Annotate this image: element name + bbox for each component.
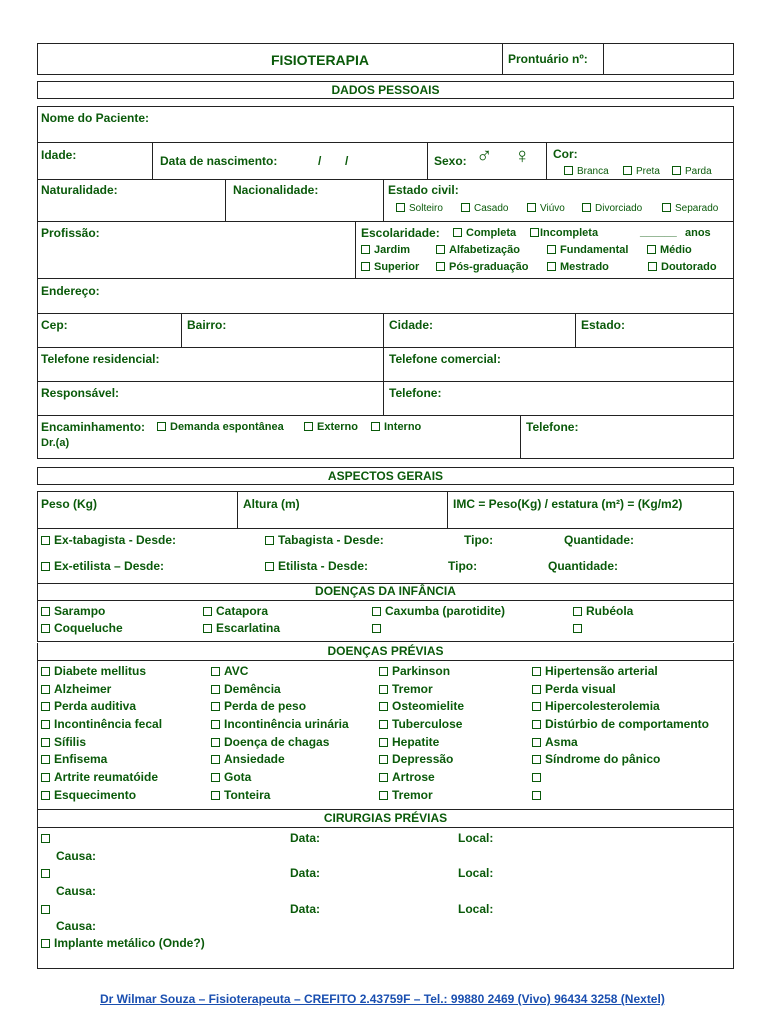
col-line bbox=[355, 221, 356, 278]
cor-option-branca[interactable]: Branca bbox=[564, 166, 609, 177]
imc-label: IMC = Peso(Kg) / estatura (m²) = (Kg/m2) bbox=[453, 497, 683, 511]
previas-option-label: Artrite reumatóide bbox=[54, 770, 159, 784]
previas-option-label: Ansiedade bbox=[224, 752, 285, 766]
checkbox-icon bbox=[623, 166, 632, 175]
previas-option[interactable] bbox=[379, 735, 439, 749]
checkbox-icon bbox=[532, 667, 541, 676]
previas-option-label: Perda visual bbox=[545, 682, 616, 696]
encaminhamento-label: Encaminhamento: bbox=[41, 420, 146, 434]
checkbox-icon bbox=[41, 755, 50, 764]
infancia-coqueluche[interactable]: Coqueluche bbox=[41, 621, 123, 635]
previas-option-label: Asma bbox=[545, 735, 578, 749]
previas-option[interactable] bbox=[379, 770, 435, 784]
previas-option-label: Incontinência urinária bbox=[224, 717, 349, 731]
cirurgia-3-causa: Causa: bbox=[56, 919, 97, 933]
cor-option-preta[interactable]: Preta bbox=[623, 166, 660, 177]
previas-option[interactable] bbox=[211, 682, 281, 696]
tel-comercial-label: Telefone comercial: bbox=[389, 352, 501, 366]
esc-option-incompleta[interactable]: Incompleta bbox=[530, 227, 598, 239]
row-line bbox=[37, 278, 734, 279]
row-line bbox=[37, 313, 734, 314]
checkbox-icon bbox=[41, 667, 50, 676]
infancia-blank-2[interactable] bbox=[573, 621, 586, 635]
previas-option[interactable] bbox=[41, 788, 136, 802]
checkbox-icon bbox=[372, 624, 381, 633]
checkbox-icon bbox=[211, 685, 220, 694]
checkbox-icon bbox=[211, 773, 220, 782]
previas-option[interactable] bbox=[379, 788, 433, 802]
previas-option[interactable] bbox=[379, 752, 453, 766]
previas-option-label: Diabete mellitus bbox=[54, 664, 147, 678]
row-line bbox=[37, 528, 734, 529]
checkbox-icon bbox=[211, 720, 220, 729]
checkbox-icon bbox=[211, 738, 220, 747]
checkbox-icon bbox=[41, 791, 50, 800]
previas-option[interactable] bbox=[379, 717, 462, 731]
cirurgia-1-causa: Causa: bbox=[56, 849, 97, 863]
previas-option[interactable] bbox=[532, 664, 658, 678]
previas-option-label: Sífilis bbox=[54, 735, 87, 749]
section-dados-pessoais: DADOS PESSOAIS bbox=[37, 81, 734, 99]
bairro-label: Bairro: bbox=[187, 318, 227, 332]
checkbox-icon bbox=[265, 562, 274, 571]
checkbox-icon bbox=[436, 262, 445, 271]
checkbox-icon bbox=[530, 228, 539, 237]
col-line bbox=[237, 491, 238, 528]
telefone2-label: Telefone: bbox=[526, 420, 579, 434]
checkbox-icon bbox=[532, 702, 541, 711]
cirurgia-2-checkbox[interactable] bbox=[41, 866, 54, 880]
esc-option-alfabetizacao[interactable]: Alfabetização bbox=[436, 244, 520, 256]
previas-option-label: Perda de peso bbox=[224, 699, 307, 713]
previas-option-label: Incontinência fecal bbox=[54, 717, 163, 731]
cor-option-parda[interactable]: Parda bbox=[672, 166, 712, 177]
checkbox-icon bbox=[662, 203, 671, 212]
previas-option[interactable] bbox=[532, 699, 660, 713]
prontuario-field[interactable] bbox=[604, 44, 733, 74]
checkbox-icon bbox=[361, 245, 370, 254]
nome-field[interactable] bbox=[160, 107, 732, 141]
checkbox-icon bbox=[41, 905, 50, 914]
date-slash-2: / bbox=[345, 154, 349, 168]
previas-option[interactable] bbox=[41, 717, 162, 731]
dados-table bbox=[37, 106, 734, 459]
previas-option[interactable] bbox=[532, 717, 709, 731]
checkbox-icon bbox=[379, 667, 388, 676]
previas-option-label: Alzheimer bbox=[54, 682, 112, 696]
checkbox-icon bbox=[532, 685, 541, 694]
row-line bbox=[37, 142, 734, 143]
checkbox-icon bbox=[211, 791, 220, 800]
esc-option-superior[interactable]: Superior bbox=[361, 261, 419, 273]
cor-label: Cor: bbox=[553, 147, 578, 161]
idade-label: Idade: bbox=[41, 148, 77, 162]
civil-option-casado[interactable]: Casado bbox=[461, 203, 508, 214]
previas-option-label: Tonteira bbox=[224, 788, 271, 802]
previas-option[interactable] bbox=[211, 752, 285, 766]
col-line bbox=[225, 179, 226, 221]
previas-option-label: Hepatite bbox=[392, 735, 440, 749]
previas-option-label: Artrose bbox=[392, 770, 435, 784]
checkbox-icon bbox=[41, 685, 50, 694]
altura-label: Altura (m) bbox=[243, 497, 300, 511]
peso-label: Peso (Kg) bbox=[41, 497, 98, 511]
cep-label: Cep: bbox=[41, 318, 68, 332]
checkbox-icon bbox=[203, 624, 212, 633]
implante-option[interactable]: Implante metálico (Onde?) bbox=[41, 936, 205, 950]
naturalidade-label: Naturalidade: bbox=[41, 183, 118, 197]
col-line bbox=[575, 313, 576, 347]
tipo-label-2: Tipo: bbox=[448, 559, 478, 573]
checkbox-icon bbox=[41, 702, 50, 711]
previas-option[interactable] bbox=[532, 735, 578, 749]
enc-option-externo[interactable]: Externo bbox=[304, 421, 358, 433]
checkbox-icon bbox=[573, 607, 582, 616]
col-line bbox=[181, 313, 182, 347]
previas-option-label: Síndrome do pânico bbox=[545, 752, 661, 766]
responsavel-label: Responsável: bbox=[41, 386, 120, 400]
checkbox-icon bbox=[379, 720, 388, 729]
esc-option-doutorado[interactable]: Doutorado bbox=[648, 261, 717, 273]
checkbox-icon bbox=[265, 536, 274, 545]
nacionalidade-label: Nacionalidade: bbox=[233, 183, 319, 197]
female-icon[interactable]: ♀ bbox=[514, 143, 531, 168]
row-line bbox=[37, 381, 734, 382]
nascimento-label: Data de nascimento: bbox=[160, 154, 278, 168]
date-slash-1: / bbox=[318, 154, 322, 168]
civil-option-viuvo[interactable]: Viúvo bbox=[527, 203, 565, 214]
checkbox-icon bbox=[379, 702, 388, 711]
previas-option[interactable] bbox=[211, 770, 251, 784]
section-doencas-infancia: DOENÇAS DA INFÂNCIA bbox=[37, 583, 734, 601]
esc-option-mestrado[interactable]: Mestrado bbox=[547, 261, 609, 273]
tipo-label-1: Tipo: bbox=[464, 533, 494, 547]
nome-label: Nome do Paciente: bbox=[41, 111, 150, 125]
section-aspectos-gerais: ASPECTOS GERAIS bbox=[37, 467, 734, 485]
checkbox-icon bbox=[371, 422, 380, 431]
dr-label: Dr.(a) bbox=[41, 437, 70, 449]
enc-option-demanda[interactable]: Demanda espontânea bbox=[157, 421, 284, 433]
checkbox-icon bbox=[41, 869, 50, 878]
checkbox-icon bbox=[582, 203, 591, 212]
quantidade-label-2: Quantidade: bbox=[548, 559, 619, 573]
previas-option-label: Gota bbox=[224, 770, 252, 784]
previas-option-label: Parkinson bbox=[392, 664, 451, 678]
checkbox-icon bbox=[379, 773, 388, 782]
previas-option[interactable] bbox=[379, 664, 450, 678]
checkbox-icon bbox=[461, 203, 470, 212]
previas-option-label: Tremor bbox=[392, 788, 433, 802]
quantidade-label-1: Quantidade: bbox=[564, 533, 635, 547]
previas-option[interactable] bbox=[532, 788, 545, 802]
previas-option[interactable] bbox=[211, 717, 349, 731]
row-line bbox=[37, 415, 734, 416]
checkbox-icon bbox=[564, 166, 573, 175]
checkbox-icon bbox=[41, 536, 50, 545]
cirurgia-3-checkbox[interactable] bbox=[41, 902, 54, 916]
previas-option-label: Perda auditiva bbox=[54, 699, 137, 713]
previas-option[interactable] bbox=[532, 770, 545, 784]
checkbox-icon bbox=[527, 203, 536, 212]
cirurgia-1-data: Data: bbox=[290, 831, 321, 845]
checkbox-icon bbox=[547, 245, 556, 254]
checkbox-icon bbox=[304, 422, 313, 431]
previas-option-label: Esquecimento bbox=[54, 788, 137, 802]
estado-label: Estado: bbox=[581, 318, 626, 332]
col-line bbox=[427, 142, 428, 179]
previas-option[interactable] bbox=[379, 699, 464, 713]
checkbox-icon bbox=[41, 834, 50, 843]
anos-label: anos bbox=[685, 227, 711, 239]
checkbox-icon bbox=[41, 720, 50, 729]
checkbox-icon bbox=[532, 720, 541, 729]
previas-option-label: Depressão bbox=[392, 752, 454, 766]
previas-option-label: Hipertensão arterial bbox=[545, 664, 658, 678]
esc-option-pos-graduacao[interactable]: Pós-graduação bbox=[436, 261, 528, 273]
checkbox-icon bbox=[379, 791, 388, 800]
checkbox-icon bbox=[41, 773, 50, 782]
checkbox-icon bbox=[211, 755, 220, 764]
infancia-caxumba[interactable]: Caxumba (parotidite) bbox=[372, 604, 505, 618]
col-line bbox=[520, 415, 521, 459]
esc-option-medio[interactable]: Médio bbox=[647, 244, 692, 256]
infancia-rubeola[interactable]: Rubéola bbox=[573, 604, 633, 618]
col-line bbox=[546, 142, 547, 179]
cirurgia-1-checkbox[interactable] bbox=[41, 831, 54, 845]
previas-option-label: Tremor bbox=[392, 682, 433, 696]
cirurgia-2-data: Data: bbox=[290, 866, 321, 880]
checkbox-icon bbox=[648, 262, 657, 271]
previas-option[interactable] bbox=[211, 735, 329, 749]
previas-option-label: Demência bbox=[224, 682, 281, 696]
row-line bbox=[37, 347, 734, 348]
previas-option-label: Distúrbio de comportamento bbox=[545, 717, 710, 731]
enc-option-interno[interactable]: Interno bbox=[371, 421, 421, 433]
checkbox-icon bbox=[157, 422, 166, 431]
row-line bbox=[37, 221, 734, 222]
previas-option[interactable] bbox=[211, 788, 270, 802]
sexo-label: Sexo: bbox=[434, 154, 467, 168]
escolaridade-label: Escolaridade: bbox=[361, 226, 440, 240]
checkbox-icon bbox=[361, 262, 370, 271]
checkbox-icon bbox=[436, 245, 445, 254]
checkbox-icon bbox=[41, 562, 50, 571]
cirurgia-3-data: Data: bbox=[290, 902, 321, 916]
etilista-option[interactable]: Etilista - Desde: bbox=[265, 559, 368, 573]
previas-option[interactable] bbox=[41, 752, 107, 766]
endereco-label: Endereço: bbox=[41, 284, 100, 298]
previas-option[interactable] bbox=[379, 682, 433, 696]
col-line bbox=[383, 313, 384, 347]
previas-option[interactable] bbox=[211, 664, 248, 678]
infancia-catapora[interactable]: Catapora bbox=[203, 604, 268, 618]
previas-option-label: Doença de chagas bbox=[224, 735, 330, 749]
ex-tabagista-option[interactable]: Ex-tabagista - Desde: bbox=[41, 533, 176, 547]
previas-option-label: AVC bbox=[224, 664, 249, 678]
checkbox-icon bbox=[547, 262, 556, 271]
checkbox-icon bbox=[41, 738, 50, 747]
section-doencas-previas: DOENÇAS PRÉVIAS bbox=[37, 643, 734, 661]
col-line bbox=[383, 347, 384, 415]
checkbox-icon bbox=[211, 702, 220, 711]
header-divider-1 bbox=[502, 43, 503, 75]
previas-option[interactable] bbox=[41, 699, 136, 713]
previas-option-label: Osteomielite bbox=[392, 699, 465, 713]
infancia-sarampo[interactable]: Sarampo bbox=[41, 604, 105, 618]
civil-option-divorciado[interactable]: Divorciado bbox=[582, 203, 642, 214]
estado-civil-label: Estado civil: bbox=[388, 183, 459, 197]
esc-option-jardim[interactable]: Jardim bbox=[361, 244, 410, 256]
anos-blank[interactable]: ______ bbox=[640, 226, 677, 238]
ex-etilista-option[interactable]: Ex-etilista – Desde: bbox=[41, 559, 164, 573]
profissao-label: Profissão: bbox=[41, 226, 100, 240]
section-cirurgias-previas: CIRURGIAS PRÉVIAS bbox=[37, 810, 734, 828]
esc-option-fundamental[interactable]: Fundamental bbox=[547, 244, 628, 256]
previas-option[interactable] bbox=[41, 770, 158, 784]
male-icon[interactable]: ♂ bbox=[476, 143, 493, 168]
checkbox-icon bbox=[379, 685, 388, 694]
cidade-label: Cidade: bbox=[389, 318, 434, 332]
checkbox-icon bbox=[41, 624, 50, 633]
previas-option[interactable] bbox=[532, 682, 616, 696]
col-line bbox=[152, 142, 153, 179]
checkbox-icon bbox=[396, 203, 405, 212]
checkbox-icon bbox=[203, 607, 212, 616]
checkbox-icon bbox=[672, 166, 681, 175]
tel-residencial-label: Telefone residencial: bbox=[41, 352, 160, 366]
previas-option[interactable] bbox=[532, 752, 660, 766]
checkbox-icon bbox=[379, 755, 388, 764]
cirurgia-3-local: Local: bbox=[458, 902, 494, 916]
previas-option[interactable] bbox=[41, 664, 146, 678]
checkbox-icon bbox=[647, 245, 656, 254]
previas-option-label: Enfisema bbox=[54, 752, 108, 766]
civil-option-separado[interactable]: Separado bbox=[662, 203, 718, 214]
prontuario-label: Prontuário nº: bbox=[508, 52, 588, 66]
page-title: FISIOTERAPIA bbox=[271, 52, 370, 68]
previas-option-label: Tuberculose bbox=[392, 717, 463, 731]
telefone-label: Telefone: bbox=[389, 386, 442, 400]
checkbox-icon bbox=[532, 738, 541, 747]
checkbox-icon bbox=[532, 791, 541, 800]
civil-option-solteiro[interactable]: Solteiro bbox=[396, 203, 443, 214]
previas-option[interactable] bbox=[41, 735, 86, 749]
checkbox-icon bbox=[41, 939, 50, 948]
checkbox-icon bbox=[573, 624, 582, 633]
checkbox-icon bbox=[372, 607, 381, 616]
checkbox-icon bbox=[532, 773, 541, 782]
checkbox-icon bbox=[379, 738, 388, 747]
infancia-blank-1[interactable] bbox=[372, 621, 385, 635]
previas-option[interactable] bbox=[211, 699, 306, 713]
previas-option[interactable] bbox=[41, 682, 111, 696]
checkbox-icon bbox=[211, 667, 220, 676]
checkbox-icon bbox=[41, 607, 50, 616]
esc-option-completa[interactable]: Completa bbox=[453, 227, 516, 239]
checkbox-icon bbox=[453, 228, 462, 237]
previas-option-label: Hipercolesterolemia bbox=[545, 699, 660, 713]
infancia-escarlatina[interactable]: Escarlatina bbox=[203, 621, 280, 635]
cirurgia-2-causa: Causa: bbox=[56, 884, 97, 898]
row-line bbox=[37, 179, 734, 180]
footer-contact-link[interactable]: Dr Wilmar Souza – Fisioterapeuta – CREFITO 2.43759F – Tel.: 99880 2469 (Vivo) 96434 3258 (Nextel) bbox=[100, 992, 665, 1006]
tabagista-option[interactable]: Tabagista - Desde: bbox=[265, 533, 384, 547]
cirurgia-1-local: Local: bbox=[458, 831, 494, 845]
col-line bbox=[383, 179, 384, 221]
checkbox-icon bbox=[532, 755, 541, 764]
cirurgia-2-local: Local: bbox=[458, 866, 494, 880]
col-line bbox=[447, 491, 448, 528]
